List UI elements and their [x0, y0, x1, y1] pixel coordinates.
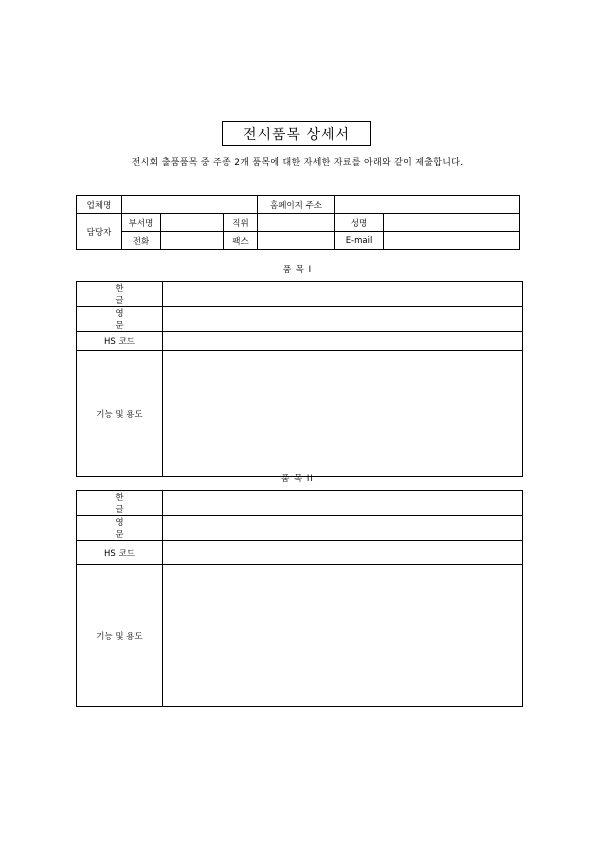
fax-field[interactable]	[258, 232, 335, 250]
item2-table	[76, 490, 523, 707]
phone-field[interactable]	[161, 232, 224, 250]
item1-korean-label: 한 글	[77, 282, 163, 307]
item1-hs-field[interactable]	[163, 332, 523, 351]
item1-function-label: 기능 및 용도	[77, 351, 163, 477]
item1-table	[76, 281, 523, 477]
department-label: 부서명	[122, 214, 161, 232]
position-label: 직위	[224, 214, 258, 232]
item1-english-label: 영 문	[77, 307, 163, 332]
department-field[interactable]	[161, 214, 224, 232]
item2-english-field[interactable]	[163, 516, 523, 541]
manager-label: 담당자	[77, 214, 122, 250]
company-name-label: 업체명	[77, 196, 122, 214]
intro-text: 전시회 출품품목 중 주종 2개 품목에 대한 자세한 자료를 아래와 같이 제출합니다.	[131, 158, 464, 168]
item1-heading: 품 목 I	[282, 265, 313, 275]
item2-hs-label: HS 코드	[77, 541, 163, 565]
item1-korean-field[interactable]	[163, 282, 523, 307]
item1-function-field[interactable]	[163, 351, 523, 477]
item2-english-label: 영 문	[77, 516, 163, 541]
item2-function-field[interactable]	[163, 565, 523, 707]
fax-label: 팩스	[224, 232, 258, 250]
item2-heading: 품 목 II	[281, 474, 314, 484]
name-label: 성명	[335, 214, 384, 232]
phone-label: 전화	[122, 232, 161, 250]
page-title: 전시품목 상세서	[222, 121, 371, 146]
item1-hs-label: HS 코드	[77, 332, 163, 351]
item2-function-label: 기능 및 용도	[77, 565, 163, 707]
homepage-label: 홈페이지 주소	[258, 196, 335, 214]
position-field[interactable]	[258, 214, 335, 232]
company-info-table	[76, 195, 520, 250]
email-label: E-mail	[335, 232, 384, 250]
item2-hs-field[interactable]	[163, 541, 523, 565]
item2-korean-label: 한 글	[77, 491, 163, 516]
email-field[interactable]	[384, 232, 520, 250]
homepage-field[interactable]	[335, 196, 520, 214]
name-field[interactable]	[384, 214, 520, 232]
item2-korean-field[interactable]	[163, 491, 523, 516]
item1-english-field[interactable]	[163, 307, 523, 332]
company-name-field[interactable]	[122, 196, 258, 214]
